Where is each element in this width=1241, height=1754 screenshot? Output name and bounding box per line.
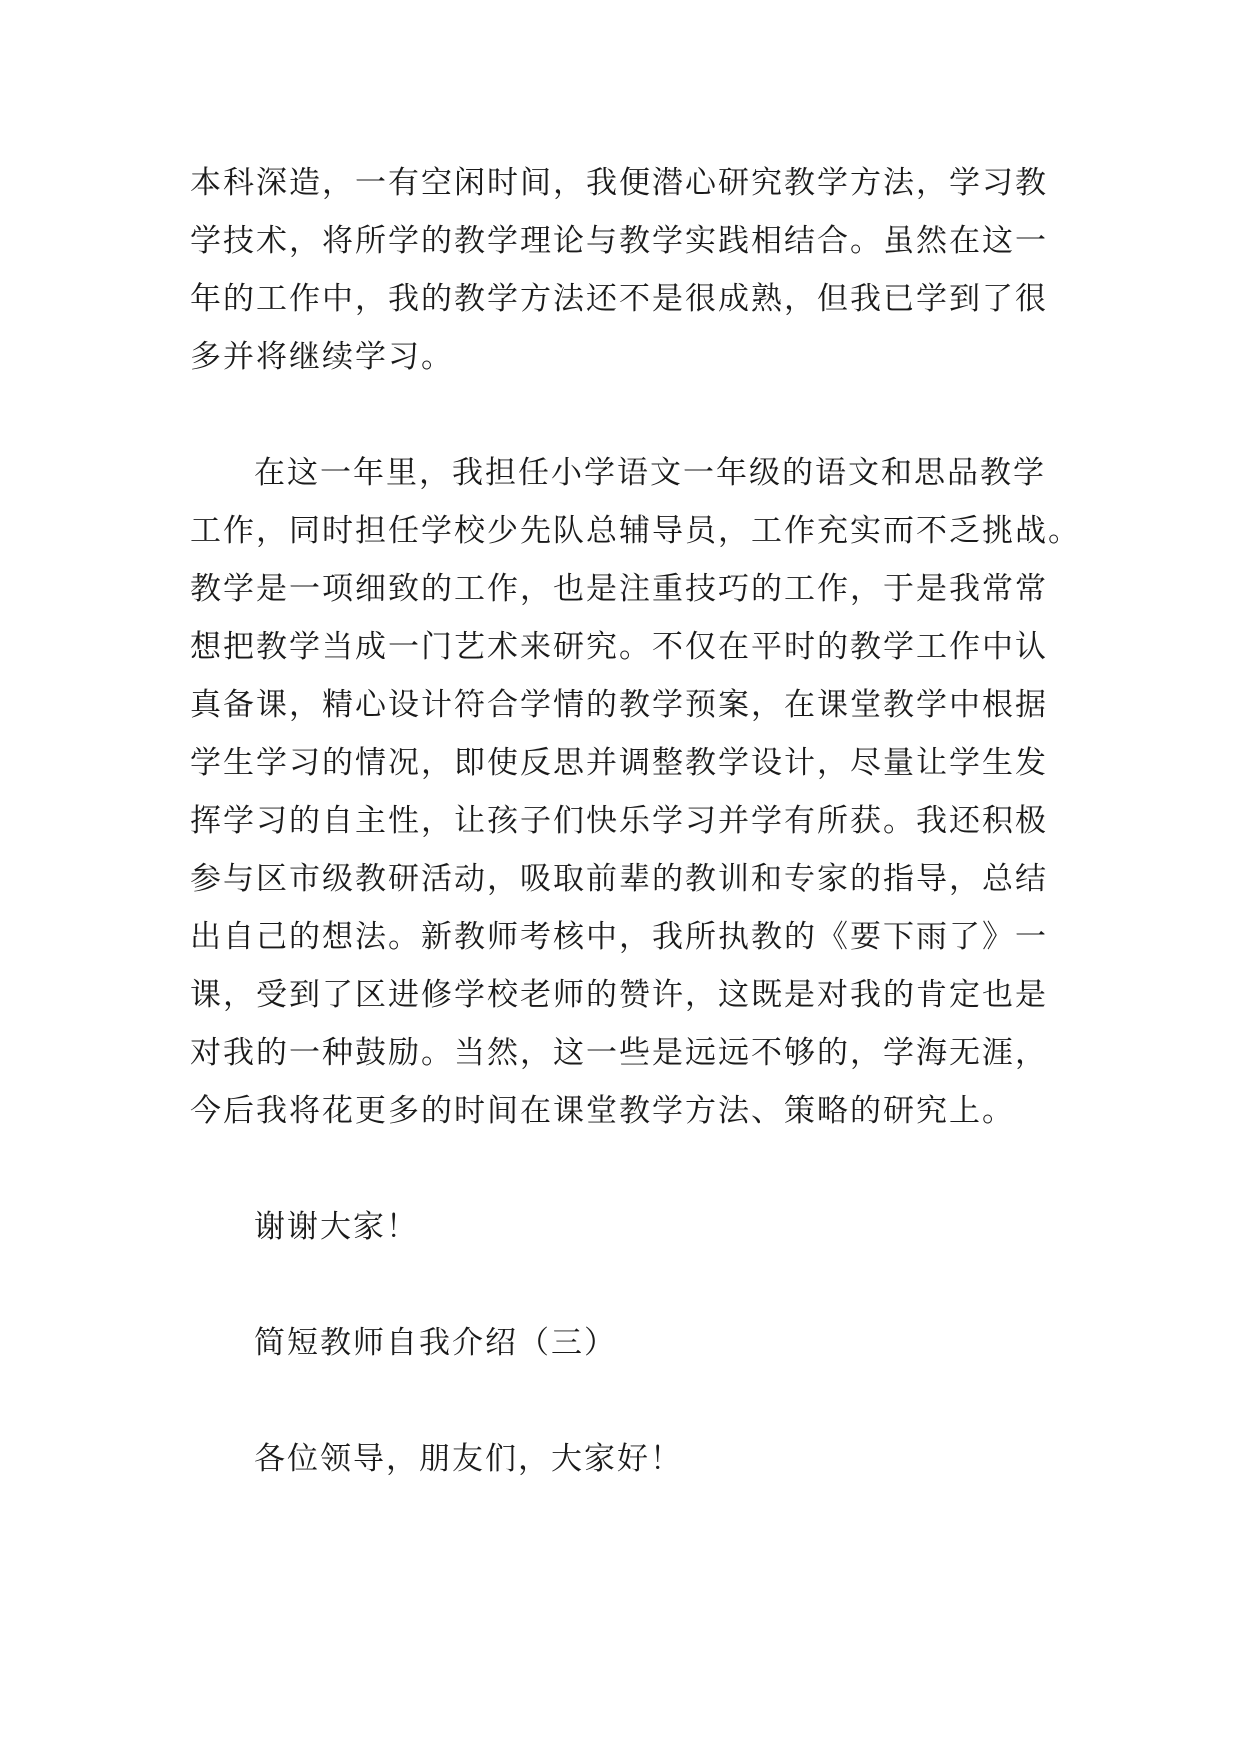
paragraph-1-line-3: 年的工作中，我的教学方法还不是很成熟，但我已学到了很 <box>190 281 1048 317</box>
paragraph-2-line-6: 学生学习的情况，即使反思并调整教学设计，尽量让学生发 <box>190 745 1048 781</box>
paragraph-2-line-2: 工作，同时担任学校少先队总辅导员，工作充实而不乏挑战。 <box>190 513 1081 549</box>
section-title: 简短教师自我介绍（三） <box>254 1325 617 1361</box>
paragraph-2-line-3: 教学是一项细致的工作，也是注重技巧的工作，于是我常常 <box>190 571 1048 607</box>
paragraph-2-line-5: 真备课，精心设计符合学情的教学预案，在课堂教学中根据 <box>190 687 1048 723</box>
paragraph-1-line-2: 学技术，将所学的教学理论与教学实践相结合。虽然在这一 <box>190 223 1048 259</box>
paragraph-2-line-11: 对我的一种鼓励。当然，这一些是远远不够的，学海无涯， <box>190 1035 1048 1071</box>
paragraph-1-line-1: 本科深造，一有空闲时间，我便潜心研究教学方法，学习教 <box>190 165 1048 201</box>
paragraph-2-line-7: 挥学习的自主性，让孩子们快乐学习并学有所获。我还积极 <box>190 803 1048 839</box>
paragraph-2-line-8: 参与区市级教研活动，吸取前辈的教训和专家的指导，总结 <box>190 861 1048 897</box>
thanks-line: 谢谢大家！ <box>254 1209 419 1245</box>
paragraph-2-line-12: 今后我将花更多的时间在课堂教学方法、策略的研究上。 <box>190 1093 1015 1129</box>
paragraph-2-line-9: 出自己的想法。新教师考核中，我所执教的《要下雨了》一 <box>190 919 1048 955</box>
paragraph-2-line-1: 在这一年里，我担任小学语文一年级的语文和思品教学 <box>254 455 1046 491</box>
paragraph-2-line-10: 课，受到了区进修学校老师的赞许，这既是对我的肯定也是 <box>190 977 1048 1013</box>
paragraph-1-line-4: 多并将继续学习。 <box>190 339 454 375</box>
greeting-line: 各位领导，朋友们，大家好！ <box>254 1441 683 1477</box>
paragraph-2-line-4: 想把教学当成一门艺术来研究。不仅在平时的教学工作中认 <box>190 629 1048 665</box>
